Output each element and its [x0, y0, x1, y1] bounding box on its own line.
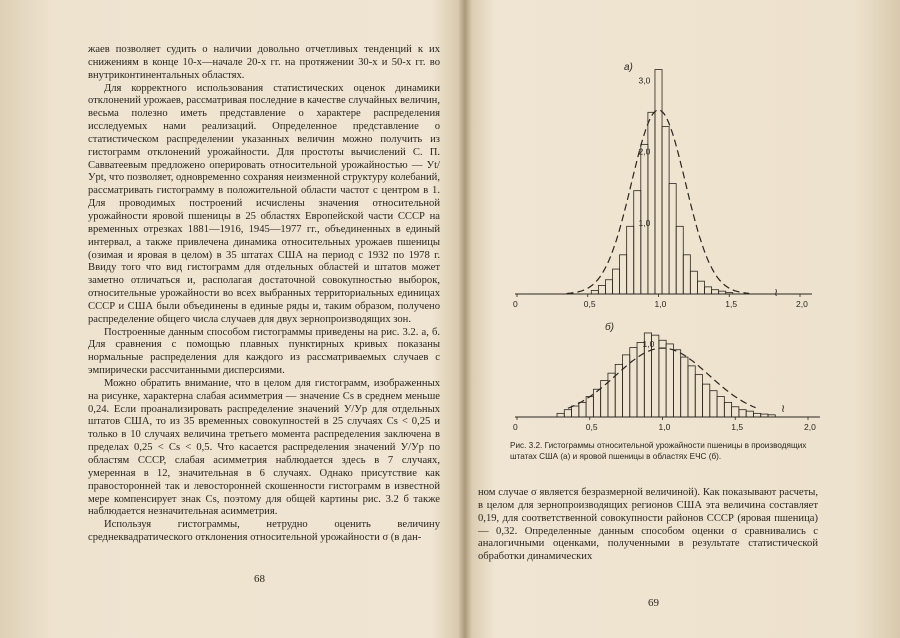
x-tick-label: 0 [513, 299, 518, 309]
x-tick-label: 1,5 [731, 422, 744, 432]
histogram-bar [746, 411, 753, 417]
histogram-bar [704, 287, 711, 294]
x-tick-label: 1,5 [725, 299, 738, 309]
x-tick-label: 0,5 [583, 299, 596, 309]
paragraph: Используя гистограммы, нетрудно оценить величину среднеквадратического отклонения относительной урожайности σ (в дан- [88, 519, 440, 544]
x-tick-label: 0,5 [585, 422, 598, 432]
paragraph: Построенные данным способом гистограммы приведены на рис. 3.2. а, б. Для сравнения с помощью плавных пунктирных кривых показаны нормальные распределения для каждого из рассматриваемых случаев с эмпирически рассчитанными дисперсиями. [88, 326, 440, 377]
histogram-bar [659, 340, 666, 417]
x-tick-label: 1,0 [658, 422, 671, 432]
paragraph: Для корректного использования статистических оценок динамики отклонений урожаев, рассматривая последние в качестве случайных величин, весьма полезно иметь представление о характере распределения исследуемых нами реализаций. Определенное представление о статистическом распределении указанных величин можно получить из гистограмм отклонений урожайности. Для простоты вычислений С. П. Савватеевым предложено оперировать относительной урожайностью — Уt/Уpt, что позволяет, одновременно сохраняя неизменной структуру колебаний, рассматривать гистограмму в положительной области частот с центром в 1. Для проводимых построений исчислены значения относительной урожайности яровой пшеницы в 25 областях Европейской части СССР на временных отрезках 1881—1916, 1945—1977 гг., объединенных в единый интервал, а также привлечена динамика относительных урожаев пшеницы (озимая и яровая в целом) в 35 штатах США на период с 1932 по 1978 г. Ввиду того что вид гистограмм для отдельных областей и штатов может заметно отличаться и, располагая достаточной совокупностью выборок, относительные урожайности во всех выбранных территориальных единицах СССР и США были объединены в единые ряды и, таким образом, получено распределение общего числа случаев для двух зернопроизводящих зон. [88, 82, 440, 325]
paragraph: ном случае σ является безразмерной величиной). Как показывают расчеты, в целом для зернопроизводящих регионов США эта величина составляет 0,19, для соответственной совокупности районов СССР (яровая пшеница) — 0,32. Определенные данным способом оценки σ сравнивались с аналогичными оценками, полученными в результате статистической обработки динамических [478, 487, 818, 563]
y-tick-label: 3,0 [638, 75, 651, 86]
histogram-bar [717, 397, 724, 417]
axis-break-a: ≀ [774, 287, 779, 299]
histogram-bar [690, 271, 697, 294]
histogram-bar [579, 402, 586, 417]
paragraph: Можно обратить внимание, что в целом для гистограмм, изображенных на рисунке, характерна слабая асимметрия — значение Cs в среднем меньше 0,24. Если проанализировать распределение значений У/Уp для отдельных штатов США, то из 35 временных совокупностей в 25 случаях Cs < 0,25 и только в 10 случаях величина третьего момента распределения заключена в пределах 0,25 < Cs < 0,5. Что касается распределения значений У/Уp по областям СССР, слабая асимметрия наблюдается здесь в 7 случаях, умеренная в 12, значительная в 6 случаях. Однако присутствие как правосторонней так и левосторонней скошенности гистограмм в известной мере компенсирует знак Cs, поэтому для общей картины рис. 3.2 б также наблюдается незначительная асимметрия. [88, 377, 440, 518]
histogram-bar [557, 413, 564, 417]
right-page-number: 69 [648, 597, 659, 609]
histogram-bar [676, 226, 683, 294]
paragraph: жаев позволяет судить о наличии довольно отчетливых тенденций к их снижениям в конце 10-х—начале 20-х гг. на протяжении 30-х и 50-х гг. во внутриконтинентальных областях. [88, 44, 440, 81]
histogram-bar [697, 281, 704, 294]
histogram-bar [593, 389, 600, 417]
panel-a-label: а) [624, 62, 633, 73]
normal-curve [567, 110, 750, 294]
histogram-panel-b [513, 333, 820, 432]
histogram-bar [673, 350, 680, 417]
histogram-bar [666, 344, 673, 417]
histogram-bar [591, 290, 598, 294]
histogram-bar [669, 184, 676, 294]
histogram-bar [601, 380, 608, 417]
histogram-bar [634, 191, 641, 294]
histogram-bar [732, 407, 739, 417]
histogram-panel-a [513, 70, 812, 309]
figure-caption: Рис. 3.2. Гистограммы относительной урожайности пшеницы в производящих штатах США (а) и яровой пшеницы в областях ЕЧС (б). [510, 441, 807, 461]
histogram-bar [613, 269, 620, 294]
x-tick-label: 2,0 [804, 422, 816, 432]
histogram-bar [615, 364, 622, 417]
panel-b-label: б) [605, 322, 614, 333]
y-tick-label: 2,0 [638, 146, 651, 157]
histogram-bar [688, 366, 695, 417]
y-tick-label: 1,0 [638, 217, 651, 228]
histogram-bar [598, 285, 605, 294]
histogram-bar [710, 391, 717, 417]
histogram-bar [695, 375, 702, 417]
histogram-bar [655, 70, 662, 294]
x-tick-label: 1,0 [654, 299, 667, 309]
histogram-bar [586, 397, 593, 417]
histogram-bar [712, 290, 719, 294]
histogram-bar [608, 373, 615, 417]
right-page-text [478, 487, 818, 564]
histogram-bar [724, 402, 731, 417]
histogram-bar [683, 255, 690, 294]
x-tick-label: 2,0 [796, 299, 808, 309]
histogram-bar [605, 280, 612, 294]
histogram-bar [753, 413, 760, 417]
left-page-number: 68 [254, 573, 265, 585]
x-tick-label: 0 [513, 422, 518, 432]
histogram-bar [703, 384, 710, 417]
histogram-bar [681, 357, 688, 417]
histogram-bar [622, 355, 629, 417]
y-tick-label: 1,0 [642, 338, 655, 349]
histogram-bar [648, 112, 655, 294]
histogram-bar [620, 255, 627, 294]
histogram-bar [564, 410, 571, 417]
histogram-bar [627, 226, 634, 294]
histogram-bar [572, 406, 579, 417]
normal-curve [568, 348, 756, 408]
histogram-bar [630, 348, 637, 417]
histogram-bar [739, 410, 746, 417]
histogram-bar [662, 127, 669, 294]
axis-break-b: ≀ [781, 403, 786, 415]
